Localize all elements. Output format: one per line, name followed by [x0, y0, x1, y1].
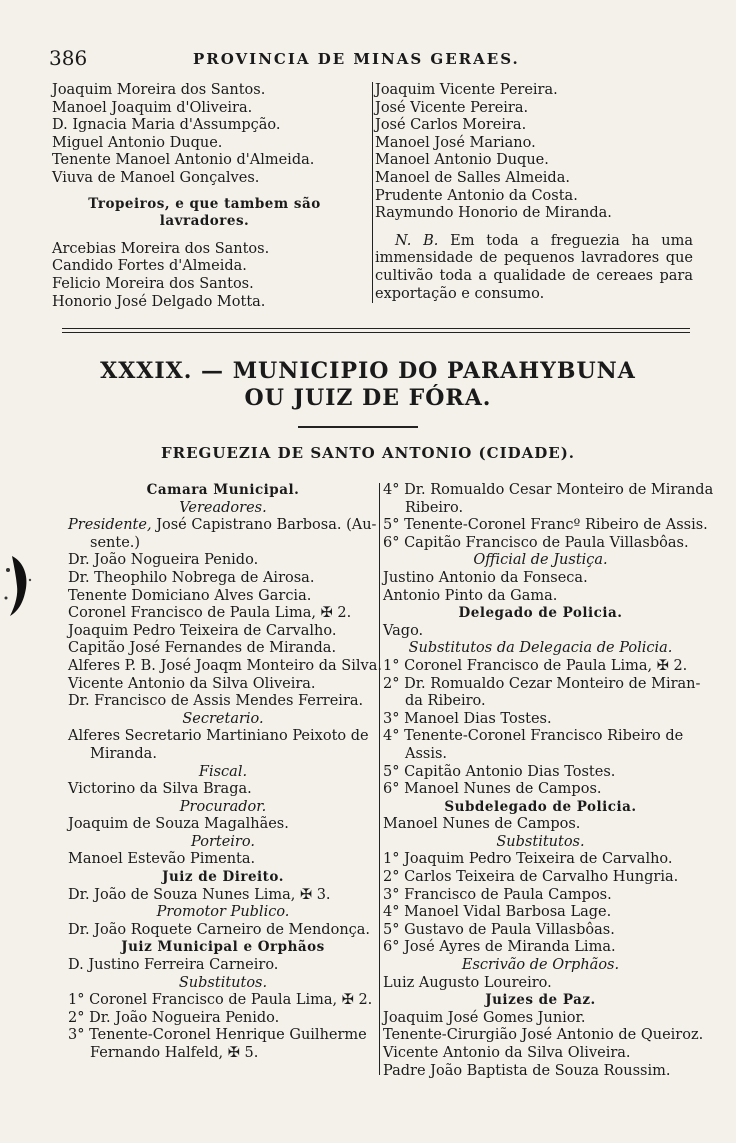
entry-line: Padre João Baptista de Souza Roussim.: [383, 1062, 671, 1079]
section-heading: Juizes de Paz.: [485, 992, 596, 1009]
section-rule-top: [62, 328, 690, 329]
top-right-column: [372, 82, 693, 303]
entry-line: 3° Manoel Dias Tostes.: [383, 710, 552, 727]
section-rule-bottom: [62, 332, 690, 333]
entry-continuation: Assis.: [405, 745, 448, 762]
section-heading: Juiz de Direito.: [162, 869, 284, 886]
entry-line: 6° Manoel Nunes de Campos.: [383, 781, 602, 798]
entry-line: 2° Dr. Romualdo Cezar Monteiro de Miran-: [383, 675, 701, 692]
entry-line: Victorino da Silva Braga.: [68, 781, 252, 798]
name-line: Miguel Antonio Duque.: [52, 134, 223, 151]
entry-line: Vicente Antonio da Silva Oliveira.: [68, 675, 316, 692]
name-line: Arcebias Moreira dos Santos.: [52, 240, 270, 257]
entry-line: 1° Joaquim Pedro Teixeira de Carvalho.: [383, 851, 673, 868]
entry-line: Antonio Pinto da Gama.: [383, 587, 558, 604]
entry-line: Joaquim Pedro Teixeira de Carvalho.: [68, 622, 337, 639]
entry-line: Vicente Antonio da Silva Oliveira.: [383, 1045, 631, 1061]
name-line: Joaquim Moreira dos Santos.: [52, 82, 266, 98]
entry-line: Capitão José Fernandes de Miranda.: [68, 640, 337, 657]
entry-continuation: da Ribeiro.: [405, 693, 486, 710]
entry-line: Justino Antonio da Fonseca.: [383, 569, 588, 586]
office-subheading: Promotor Publico.: [156, 904, 290, 921]
name-line: Manoel Antonio Duque.: [375, 152, 549, 169]
title-underline: [298, 426, 418, 428]
running-head: PROVINCIA DE MINAS GERAES.: [193, 50, 520, 68]
entry-line: Dr. Theophilo Nobrega de Airosa.: [68, 569, 315, 586]
entry-line: 2° Dr. João Nogueira Penido.: [68, 1009, 280, 1026]
entry-line: 4° Tenente-Coronel Francisco Ribeiro de: [383, 728, 684, 745]
name-line: Raymundo Honorio de Miranda.: [375, 205, 612, 222]
section-heading: Delegado de Policia.: [458, 605, 623, 622]
entry-line: 3° Tenente-Coronel Henrique Guilherme: [68, 1027, 367, 1044]
entry-line: [68, 517, 378, 535]
entry-text: José Capistrano Barbosa. (Au-: [156, 517, 377, 534]
office-subheading: Secretario.: [182, 710, 264, 727]
entry-line: Manoel Estevão Pimenta.: [68, 851, 256, 868]
office-subheading: Procurador.: [179, 798, 267, 815]
entry-line: Coronel Francisco de Paula Lima, ✠ 2.: [68, 605, 352, 622]
office-subheading: Vereadores.: [179, 499, 267, 516]
entry-continuation: Miranda.: [90, 745, 157, 762]
name-line: Manoel José Mariano.: [375, 134, 536, 151]
municipio-title-line2: OU JUIZ DE FÓRA.: [244, 385, 492, 411]
entry-line: Alferes P. B. José Joaqm Monteiro da Silva.: [68, 657, 382, 674]
entry-line: Dr. João Roquete Carneiro de Mendonça.: [68, 921, 371, 938]
office-subheading: Substitutos.: [178, 974, 268, 991]
name-line: Manoel Joaquim d'Oliveira.: [52, 99, 253, 116]
name-line: Prudente Antonio da Costa.: [375, 187, 578, 204]
nb-text: Em toda a freguezia ha uma immensidade de pequenos lavradores que cultivão toda a qualidade de cereaes para exportação e consumo.: [375, 232, 693, 302]
name-line: Honorio José Delgado Motta.: [52, 293, 266, 310]
entry-line: Manoel Nunes de Campos.: [383, 816, 581, 833]
office-subheading: Porteiro.: [191, 833, 255, 850]
entry-line: 1° Coronel Francisco de Paula Lima, ✠ 2.: [68, 992, 373, 1009]
entry-line: 6° José Ayres de Miranda Lima.: [383, 939, 616, 956]
entry-line: 4° Dr. Romualdo Cesar Monteiro de Miranda: [383, 482, 714, 498]
entry-line: Luiz Augusto Loureiro.: [383, 974, 552, 991]
entry-line: 5° Capitão Antonio Dias Tostes.: [383, 763, 616, 780]
name-line: Viuva de Manoel Gonçalves.: [52, 169, 260, 186]
entry-line: 1° Coronel Francisco de Paula Lima, ✠ 2.: [383, 657, 688, 674]
nota-bene: [375, 233, 693, 303]
office-subheading: Official de Justiça.: [473, 552, 608, 569]
column-divider: [379, 483, 380, 1075]
section-heading: Subdelegado de Policia.: [444, 798, 637, 815]
office-subheading: Escrivão de Orphãos.: [461, 957, 620, 974]
office-subheading: Fiscal.: [198, 763, 248, 780]
name-line: Tenente Manoel Antonio d'Almeida.: [52, 152, 315, 169]
name-line: Candido Fortes d'Almeida.: [52, 258, 247, 275]
entry-line: 5° Tenente-Coronel Francº Ribeiro de Assis.: [383, 517, 708, 534]
office-subheading: Substitutos.: [496, 833, 585, 850]
name-line: Manoel de Salles Almeida.: [375, 169, 570, 186]
entry-line: Dr. Francisco de Assis Mendes Ferreira.: [68, 693, 364, 710]
entry-line: Dr. João de Souza Nunes Lima, ✠ 3.: [68, 886, 331, 903]
office-subheading: Substitutos da Delegacia de Policia.: [408, 640, 673, 657]
entry-continuation: sente.): [90, 534, 141, 551]
nb-label: N. B.: [395, 232, 439, 249]
name-line: José Carlos Moreira.: [375, 117, 527, 134]
tropeiros-heading-line1: Tropeiros, e que tambem são: [88, 195, 321, 212]
entry-continuation: Fernando Halfeld, ✠ 5.: [90, 1045, 259, 1061]
name-line: Joaquim Vicente Pereira.: [375, 82, 558, 98]
page-number: 386: [49, 46, 88, 70]
entry-line: Tenente-Cirurgião José Antonio de Queiroz.: [383, 1027, 704, 1044]
municipio-title-line1: XXXIX. — MUNICIPIO DO PARAHYBUNA: [100, 358, 636, 384]
section-heading: Camara Municipal.: [146, 482, 300, 498]
office-label: Presidente,: [68, 517, 152, 534]
entry-line: Joaquim José Gomes Junior.: [383, 1009, 586, 1026]
lower-right-column: [383, 482, 714, 1080]
entry-line: 4° Manoel Vidal Barbosa Lage.: [383, 904, 612, 921]
page-header: [45, 42, 695, 72]
tropeiros-heading-line2: lavradores.: [159, 213, 250, 230]
entry-line: 6° Capitão Francisco de Paula Villasbôas.: [383, 534, 689, 551]
name-line: José Vicente Pereira.: [375, 99, 529, 116]
top-left-column: [52, 82, 357, 311]
name-line: Felicio Moreira dos Santos.: [52, 275, 254, 292]
entry-line: Vago.: [383, 622, 424, 639]
freguezia-heading: FREGUEZIA DE SANTO ANTONIO (CIDADE).: [160, 444, 576, 462]
entry-line: Alferes Secretario Martiniano Peixoto de: [68, 728, 369, 745]
entry-line: Dr. João Nogueira Penido.: [68, 552, 259, 569]
entry-line: D. Justino Ferreira Carneiro.: [68, 957, 279, 974]
entry-line: 2° Carlos Teixeira de Carvalho Hungria.: [383, 869, 679, 886]
entry-line: 5° Gustavo de Paula Villasbôas.: [383, 921, 615, 938]
lower-left-column: [68, 482, 382, 1063]
entry-continuation: Ribeiro.: [405, 499, 464, 516]
name-line: D. Ignacia Maria d'Assumpção.: [52, 117, 281, 134]
entry-line: 3° Francisco de Paula Campos.: [383, 886, 612, 903]
section-heading: Juiz Municipal e Orphãos: [121, 939, 325, 956]
entry-line: Joaquim de Souza Magalhães.: [68, 816, 289, 833]
entry-line: Tenente Domiciano Alves Garcia.: [68, 587, 312, 604]
margin-blot-mark: [2, 550, 36, 622]
